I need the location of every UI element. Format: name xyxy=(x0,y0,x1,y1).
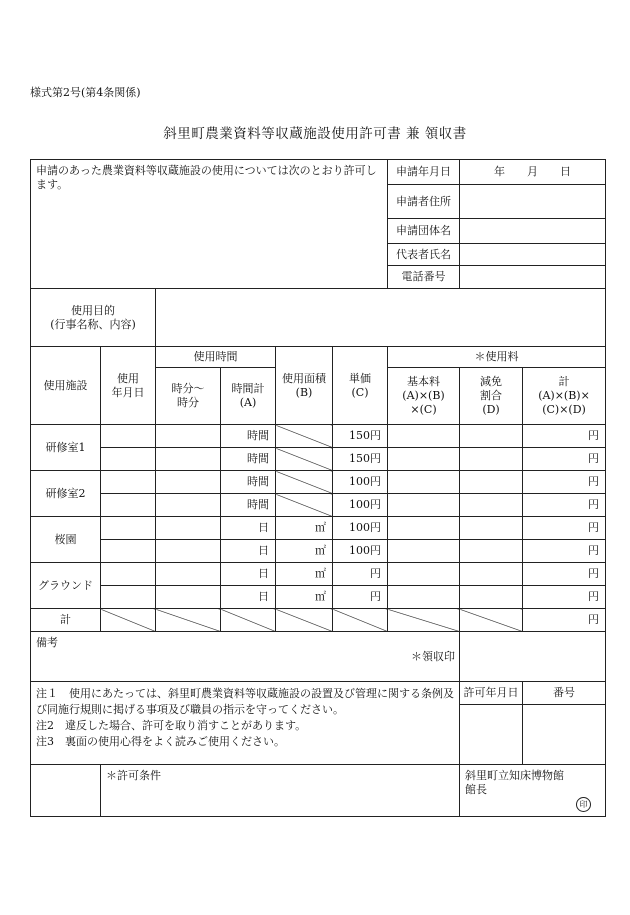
disabled-cell xyxy=(276,609,333,632)
total-yen: 円 xyxy=(523,494,606,517)
receipt-seal-field[interactable] xyxy=(460,632,606,682)
issuer-block xyxy=(460,765,606,817)
base-fee-cell[interactable] xyxy=(388,471,460,494)
unit-price: 100円 xyxy=(333,471,388,494)
issuer-org: 斜里町立知床博物館 xyxy=(465,769,565,782)
date-cell[interactable] xyxy=(101,425,156,448)
disabled-cell xyxy=(156,609,221,632)
note-3: 注3 裏面の使用心得をよく読みご使用ください。 xyxy=(36,734,285,748)
unit-price: 円 xyxy=(333,563,388,586)
header-date: 使用 年月日 xyxy=(101,347,156,425)
notes-block xyxy=(31,682,460,765)
note-1: 注１ 使用にあたっては、斜里町農業資料等収蔵施設の設置及び管理に関する条例及び同施行規則に掲げる事項及び職員の指示を守ってください。 xyxy=(36,687,454,716)
applicant-address-field[interactable] xyxy=(460,185,606,219)
disabled-cell xyxy=(221,609,276,632)
page-title: 斜里町農業資料等収蔵施設使用許可書 兼 領収書 xyxy=(163,126,467,142)
phone-field[interactable] xyxy=(460,266,606,289)
time-unit: 日 xyxy=(221,517,276,540)
time-unit: 時間 xyxy=(221,494,276,517)
facility-name: 研修室2 xyxy=(31,471,101,517)
area-unit: ㎡ xyxy=(276,586,333,609)
area-cell-disabled xyxy=(276,471,333,494)
base-fee-cell[interactable] xyxy=(388,425,460,448)
intro-text: 申請のあった農業資料等収蔵施設の使用については次のとおり許可します。 xyxy=(31,160,388,289)
reduction-cell[interactable] xyxy=(460,448,523,471)
unit-price: 100円 xyxy=(333,517,388,540)
total-yen: 円 xyxy=(523,425,606,448)
time-range-cell[interactable] xyxy=(156,471,221,494)
base-fee-cell[interactable] xyxy=(388,448,460,471)
disabled-cell xyxy=(333,609,388,632)
base-fee-cell[interactable] xyxy=(388,563,460,586)
applicant-address-label: 申請者住所 xyxy=(388,185,460,219)
header-base-fee: 基本料 (A)×(B) ×(C) xyxy=(388,368,460,425)
note-2: 注2 違反した場合、許可を取り消すことがあります。 xyxy=(36,718,307,732)
disabled-cell xyxy=(101,609,156,632)
base-fee-cell[interactable] xyxy=(388,540,460,563)
form-number: 様式第2号(第4条関係) xyxy=(30,86,141,99)
permit-conditions-label: ＊許可条件 xyxy=(101,765,460,817)
time-range-cell[interactable] xyxy=(156,540,221,563)
time-range-cell[interactable] xyxy=(156,517,221,540)
unit-price: 100円 xyxy=(333,540,388,563)
reduction-cell[interactable] xyxy=(460,517,523,540)
header-facility: 使用施設 xyxy=(31,347,101,425)
reduction-cell[interactable] xyxy=(460,471,523,494)
total-yen: 円 xyxy=(523,540,606,563)
table-row xyxy=(31,425,606,448)
unit-price: 円 xyxy=(333,586,388,609)
phone-label: 電話番号 xyxy=(388,266,460,289)
table-row xyxy=(31,471,606,494)
total-yen: 円 xyxy=(523,517,606,540)
header-area: 使用面積 (B) xyxy=(276,347,333,425)
total-row xyxy=(31,609,606,632)
date-cell[interactable] xyxy=(101,563,156,586)
header-total: 計 (A)×(B)× (C)×(D) xyxy=(523,368,606,425)
grand-total-yen: 円 xyxy=(523,609,606,632)
table-row xyxy=(31,563,606,586)
table-row xyxy=(31,448,606,471)
base-fee-cell[interactable] xyxy=(388,517,460,540)
application-date-field[interactable]: 年 月 日 xyxy=(460,160,606,185)
total-yen: 円 xyxy=(523,471,606,494)
time-unit: 時間 xyxy=(221,448,276,471)
facility-name: 桜園 xyxy=(31,517,101,563)
issuer-title: 館長 xyxy=(465,782,488,796)
area-unit: ㎡ xyxy=(276,563,333,586)
seal-icon: 印 xyxy=(576,797,591,812)
reduction-cell[interactable] xyxy=(460,425,523,448)
base-fee-cell[interactable] xyxy=(388,586,460,609)
representative-field[interactable] xyxy=(460,244,606,266)
total-yen: 円 xyxy=(523,586,606,609)
time-unit: 日 xyxy=(221,540,276,563)
facility-name: 研修室1 xyxy=(31,425,101,471)
purpose-field[interactable] xyxy=(156,289,606,347)
permit-date-field[interactable] xyxy=(460,705,523,765)
remarks-label: 備考 xyxy=(31,632,333,682)
header-time: 使用時間 xyxy=(156,347,276,368)
date-cell[interactable] xyxy=(101,448,156,471)
time-range-cell[interactable] xyxy=(156,563,221,586)
date-cell[interactable] xyxy=(101,540,156,563)
table-row xyxy=(31,540,606,563)
header-time-range: 時分～ 時分 xyxy=(156,368,221,425)
header-unit-price: 単価 (C) xyxy=(333,347,388,425)
time-unit: 時間 xyxy=(221,425,276,448)
date-cell[interactable] xyxy=(101,517,156,540)
disabled-cell xyxy=(460,609,523,632)
area-unit: ㎡ xyxy=(276,540,333,563)
reduction-cell[interactable] xyxy=(460,494,523,517)
area-cell-disabled xyxy=(276,425,333,448)
date-cell[interactable] xyxy=(101,586,156,609)
area-unit: ㎡ xyxy=(276,517,333,540)
base-fee-cell[interactable] xyxy=(388,494,460,517)
time-range-cell[interactable] xyxy=(156,586,221,609)
total-yen: 円 xyxy=(523,448,606,471)
time-range-cell[interactable] xyxy=(156,425,221,448)
representative-label: 代表者氏名 xyxy=(388,244,460,266)
table-row xyxy=(31,494,606,517)
time-unit: 日 xyxy=(221,563,276,586)
table-row xyxy=(31,517,606,540)
unit-price: 100円 xyxy=(333,494,388,517)
group-name-label: 申請団体名 xyxy=(388,219,460,244)
date-cell[interactable] xyxy=(101,471,156,494)
receipt-seal-label: ＊領収印 xyxy=(333,632,460,682)
total-yen: 円 xyxy=(523,563,606,586)
application-date-label: 申請年月日 xyxy=(388,160,460,185)
reduction-cell[interactable] xyxy=(460,563,523,586)
group-name-field[interactable] xyxy=(460,219,606,244)
reduction-cell[interactable] xyxy=(460,540,523,563)
header-time-total: 時間計 (A) xyxy=(221,368,276,425)
unit-price: 150円 xyxy=(333,448,388,471)
number-field[interactable] xyxy=(523,705,606,765)
time-range-cell[interactable] xyxy=(156,448,221,471)
time-unit: 日 xyxy=(221,586,276,609)
table-row xyxy=(31,586,606,609)
reduction-cell[interactable] xyxy=(460,586,523,609)
total-label: 計 xyxy=(31,609,101,632)
header-reduction: 減免 割合 (D) xyxy=(460,368,523,425)
permit-form-table xyxy=(30,159,606,817)
header-fee: ＊使用料 xyxy=(388,347,606,368)
area-cell-disabled xyxy=(276,448,333,471)
number-label: 番号 xyxy=(523,682,606,705)
purpose-label: 使用目的 (行事名称、内容) xyxy=(31,289,156,347)
time-unit: 時間 xyxy=(221,471,276,494)
disabled-cell xyxy=(388,609,460,632)
facility-name: グラウンド xyxy=(31,563,101,609)
unit-price: 150円 xyxy=(333,425,388,448)
area-cell-disabled xyxy=(276,494,333,517)
date-cell[interactable] xyxy=(101,494,156,517)
blank-cell xyxy=(31,765,101,817)
time-range-cell[interactable] xyxy=(156,494,221,517)
permit-date-label: 許可年月日 xyxy=(460,682,523,705)
